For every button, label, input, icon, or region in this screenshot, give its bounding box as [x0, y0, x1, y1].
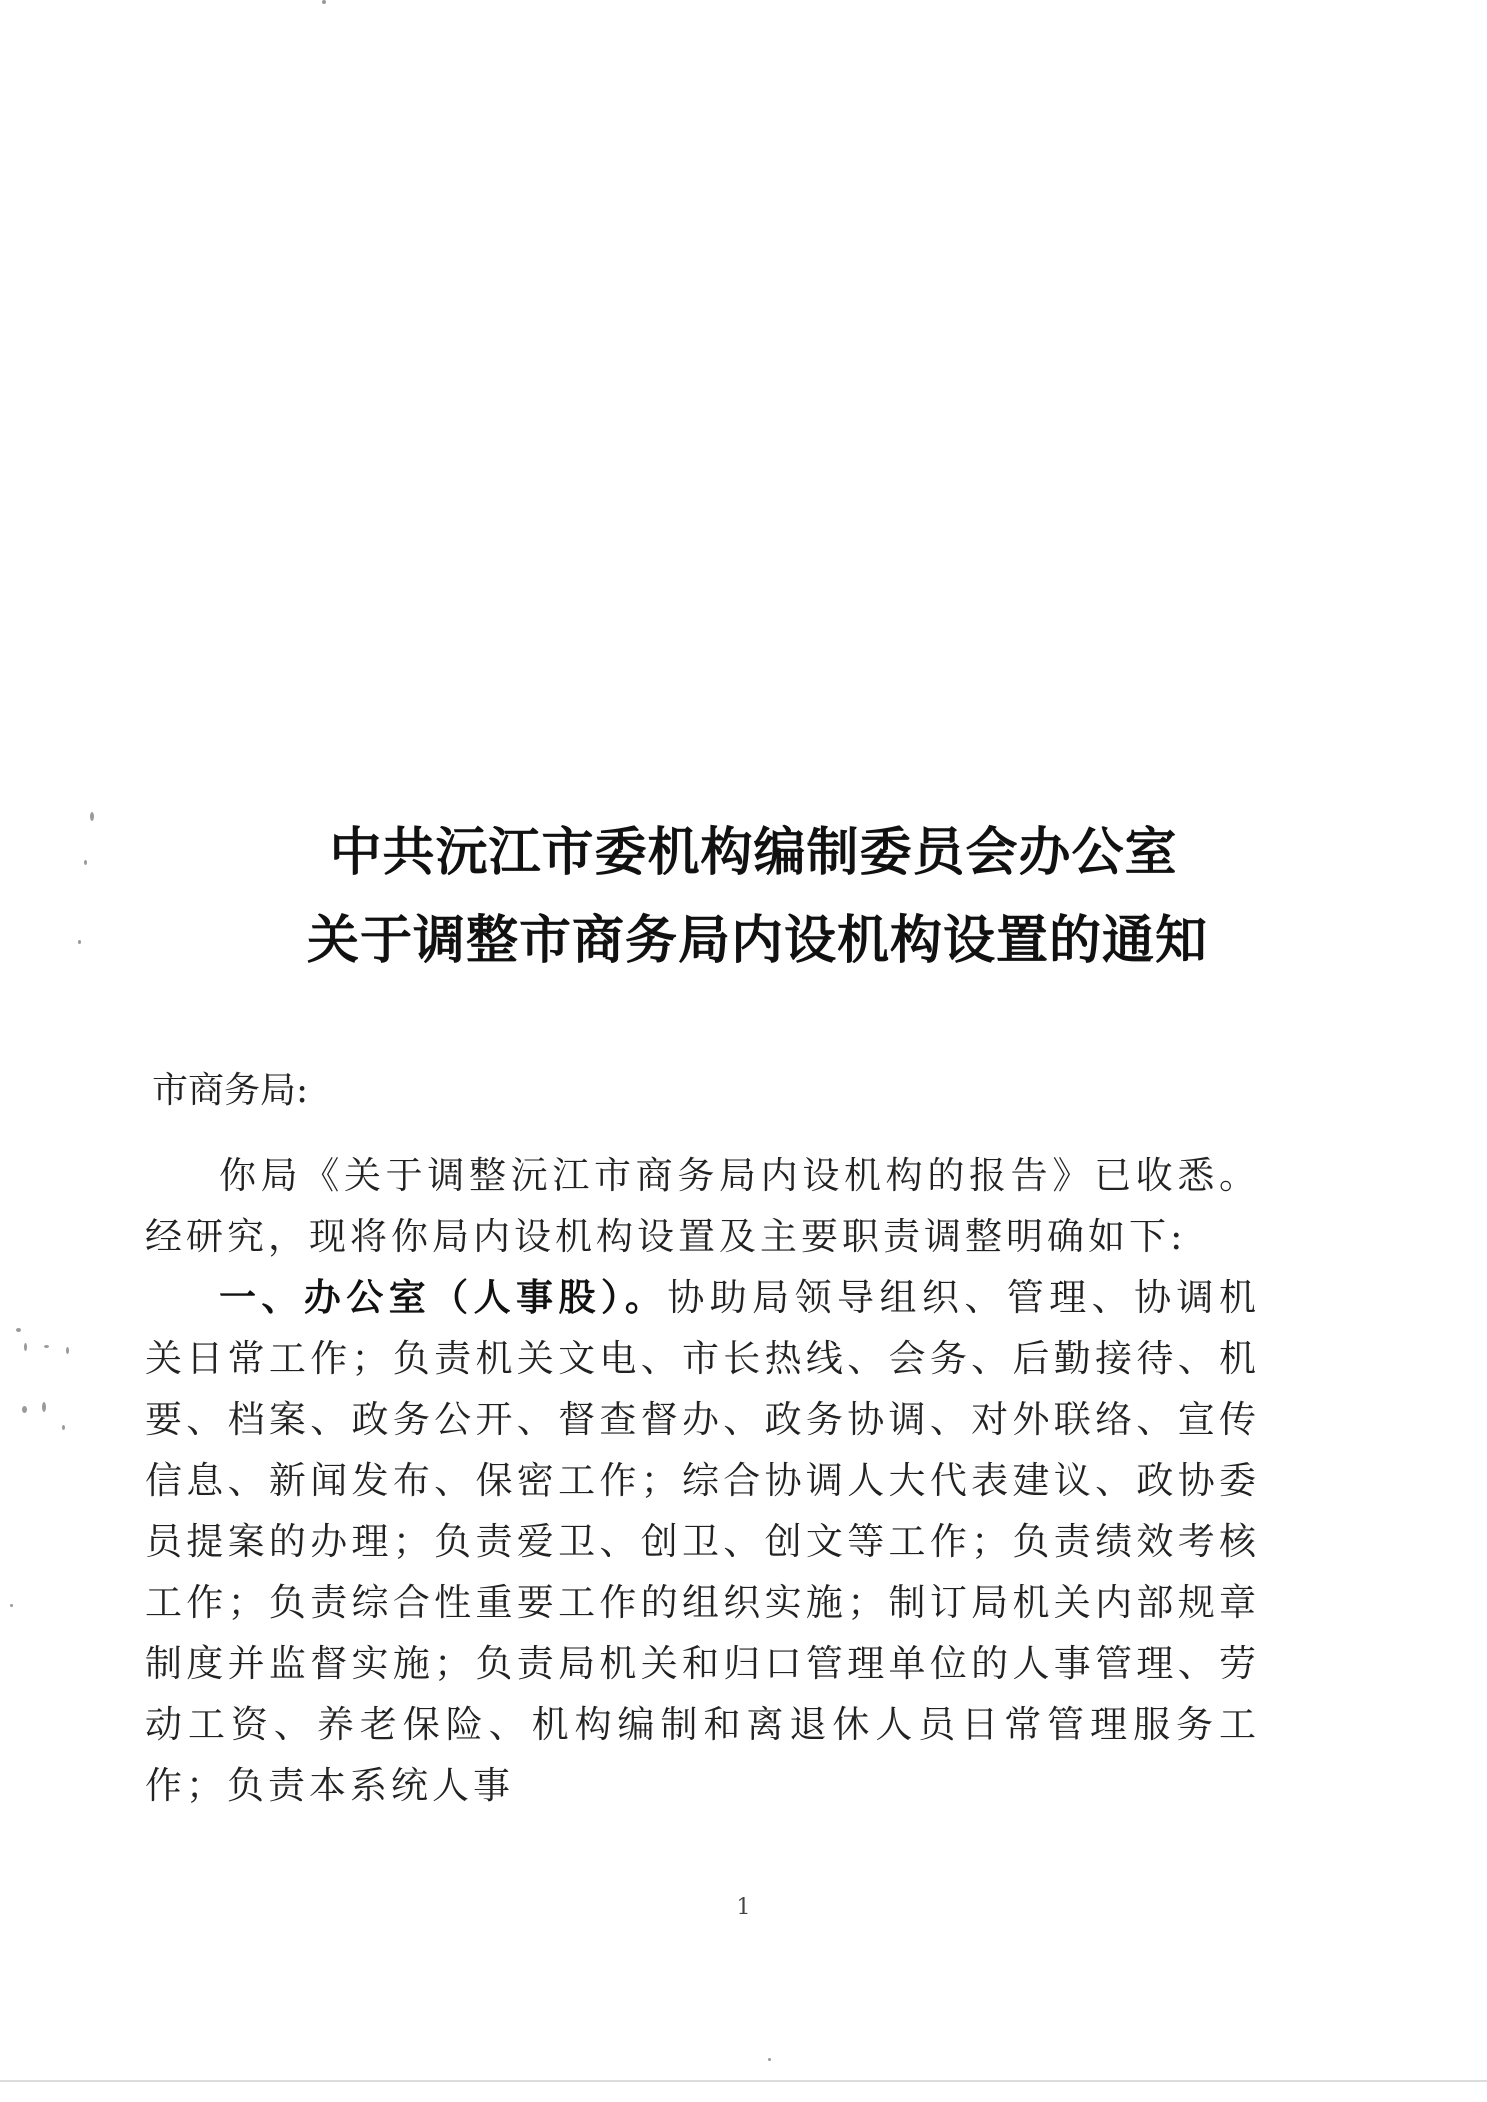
document-title-line-1: 中共沅江市委机构编制委员会办公室	[329, 822, 1178, 883]
scan-speck	[42, 1402, 46, 1412]
paragraph-intro: 你局《关于调整沅江市商务局内设机构的报告》已收悉。经研究，现将你局内设机构设置及主要职责调整明确如下:	[145, 1154, 1260, 1258]
scan-speck	[44, 1345, 49, 1348]
document-body	[145, 1145, 1260, 1816]
page-number: 1	[736, 1895, 751, 1920]
scan-speck	[66, 1347, 69, 1354]
scan-speck	[22, 1406, 27, 1413]
scan-edge-line	[0, 2080, 1487, 2082]
scan-speck	[322, 0, 326, 4]
paragraph-section-1	[145, 1267, 1260, 1816]
scan-speck	[62, 1425, 65, 1430]
section-1-heading: 一、办公室（人事股）。	[219, 1275, 668, 1319]
scan-speck	[10, 1604, 13, 1607]
scan-speck	[768, 2058, 771, 2061]
salutation: 市商务局:	[152, 1070, 309, 1111]
scan-speck	[24, 1343, 27, 1351]
scan-speck	[16, 1328, 21, 1332]
section-1-text: 协助局领导组织、管理、协调机关日常工作；负责机关文电、市长热线、会务、后勤接待、机要、档案、政务公开、督查督办、政务协调、对外联络、宣传信息、新闻发布、保密工作；综合协调人大代表建议、政协委员提案的办理；负责爱卫、创卫、创文等工作；负责绩效考核工作；负责综合性重要工作的组织实施；制订局机关内部规章制度并监督实施；负责局机关和归口管理单位的人事管理、劳动工资、养老保险、机构编制和离退休人员日常管理服务工作；负责本系统人事	[145, 1276, 1260, 1807]
document-title-line-2: 关于调整市商务局内设机构设置的通知	[306, 910, 1208, 971]
